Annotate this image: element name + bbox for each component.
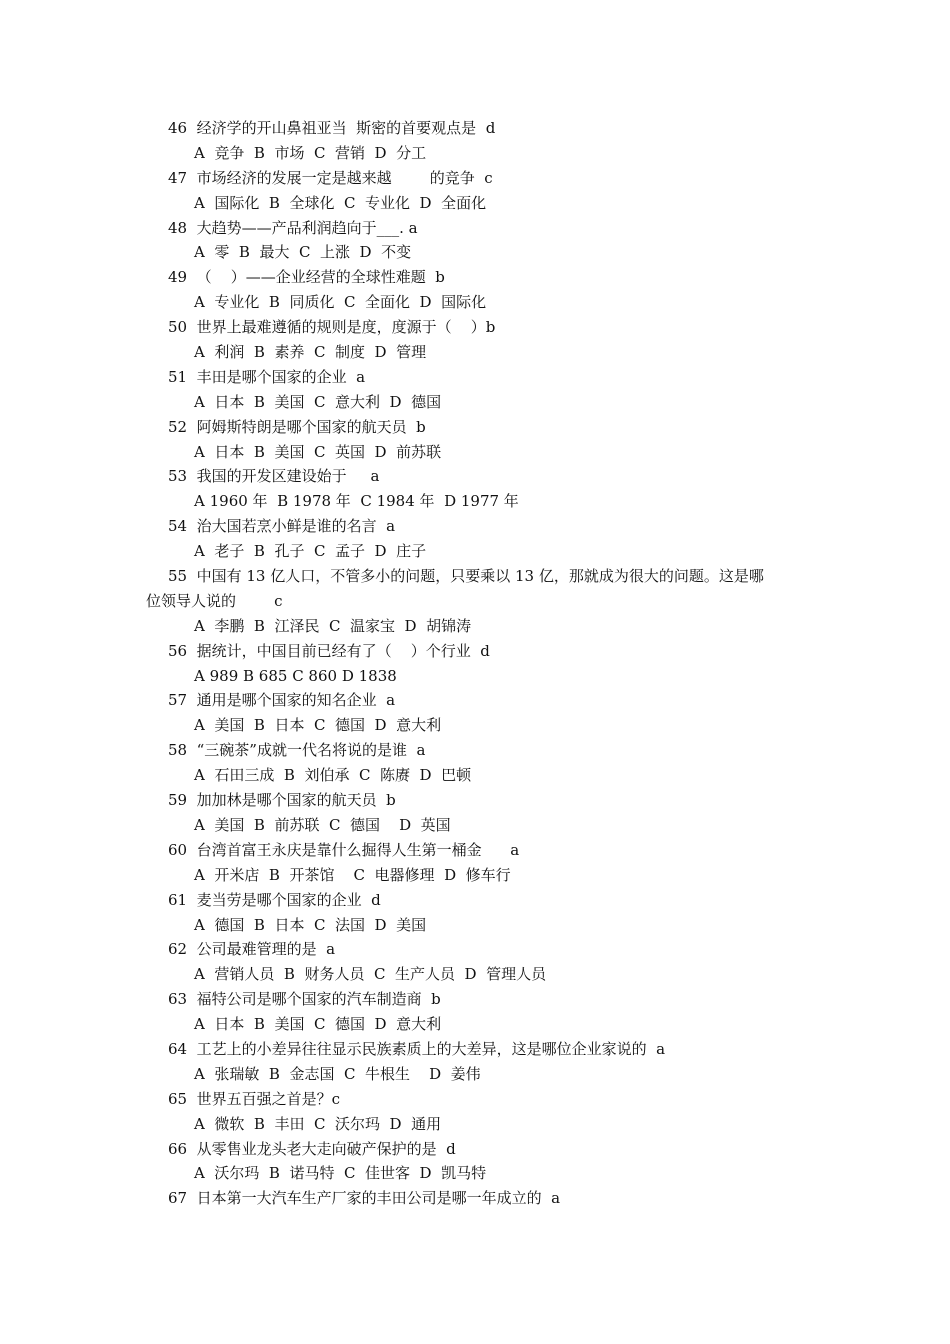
question-line: 67 日本第一大汽车生产厂家的丰田公司是哪一年成立的 a bbox=[168, 1189, 561, 1208]
question-line: 63 福特公司是哪个国家的汽车制造商 b bbox=[168, 990, 441, 1009]
question-line: 57 通用是哪个国家的知名企业 a bbox=[168, 691, 396, 710]
options-line: A 989 B 685 C 860 D 1838 bbox=[194, 666, 397, 685]
options-line: A 国际化 B 全球化 C 专业化 D 全面化 bbox=[194, 193, 487, 212]
question-continuation-line: 位领导人说的 c bbox=[146, 591, 283, 610]
options-line: A 开米店 B 开茶馆 C 电器修理 D 修车行 bbox=[194, 865, 511, 884]
options-line: A 李鹏 B 江泽民 C 温家宝 D 胡锦涛 bbox=[194, 616, 472, 635]
question-line: 54 治大国若烹小鲜是谁的名言 a bbox=[168, 517, 396, 536]
options-line: A 日本 B 美国 C 英国 D 前苏联 bbox=[194, 442, 442, 461]
options-line: A 日本 B 美国 C 意大利 D 德国 bbox=[194, 392, 442, 411]
question-line: 64 工艺上的小差异往往显示民族素质上的大差异，这是哪位企业家说的 a bbox=[168, 1039, 666, 1058]
question-line: 58 “三碗茶”成就一代名将说的是谁 a bbox=[168, 741, 426, 760]
options-line: A 1960 年 B 1978 年 C 1984 年 D 1977 年 bbox=[194, 492, 519, 511]
question-line: 65 世界五百强之首是？c bbox=[168, 1089, 341, 1108]
options-line: A 营销人员 B 财务人员 C 生产人员 D 管理人员 bbox=[194, 965, 547, 984]
question-line: 61 麦当劳是哪个国家的企业 d bbox=[168, 890, 381, 909]
options-line: A 美国 B 前苏联 C 德国 D 英国 bbox=[194, 815, 451, 834]
question-line: 52 阿姆斯特朗是哪个国家的航天员 b bbox=[168, 417, 426, 436]
options-line: A 日本 B 美国 C 德国 D 意大利 bbox=[194, 1015, 442, 1034]
document-page bbox=[0, 116, 950, 1211]
options-line: A 零 B 最大 C 上涨 D 不变 bbox=[194, 243, 412, 262]
question-line: 66 从零售业龙头老大走向破产保护的是 d bbox=[168, 1139, 456, 1158]
options-line: A 沃尔玛 B 诺马特 C 佳世客 D 凯马特 bbox=[194, 1164, 487, 1183]
options-line: A 德国 B 日本 C 法国 D 美国 bbox=[194, 915, 427, 934]
question-line: 56 据统计，中国目前已经有了（ ）个行业 d bbox=[168, 641, 490, 660]
options-line: A 专业化 B 同质化 C 全面化 D 国际化 bbox=[194, 293, 487, 312]
options-line: A 石田三成 B 刘伯承 C 陈赓 D 巴顿 bbox=[194, 766, 472, 785]
options-line: A 竞争 B 市场 C 营销 D 分工 bbox=[194, 143, 427, 162]
question-line: 51 丰田是哪个国家的企业 a bbox=[168, 367, 366, 386]
question-line: 46 经济学的开山鼻祖亚当 斯密的首要观点是 d bbox=[168, 119, 496, 137]
question-line: 49 （ ）——企业经营的全球性难题 b bbox=[168, 268, 445, 287]
question-line: 59 加加林是哪个国家的航天员 b bbox=[168, 791, 396, 810]
question-line: 50 世界上最难遵循的规则是度，度源于（ ）b bbox=[168, 318, 496, 337]
question-line: 55 中国有 13 亿人口，不管多小的问题，只要乘以 13 亿，那就成为很大的问题。这是哪 bbox=[168, 567, 764, 586]
options-line: A 美国 B 日本 C 德国 D 意大利 bbox=[194, 716, 442, 735]
question-line: 62 公司最难管理的是 a bbox=[168, 940, 336, 959]
options-line: A 老子 B 孔子 C 孟子 D 庄子 bbox=[194, 542, 427, 561]
question-line: 53 我国的开发区建设始于 a bbox=[168, 467, 380, 486]
question-line: 47 市场经济的发展一定是越来越 的竞争 c bbox=[168, 168, 493, 187]
options-line: A 张瑞敏 B 金志国 C 牛根生 D 姜伟 bbox=[194, 1064, 481, 1083]
question-line: 60 台湾首富王永庆是靠什么掘得人生第一桶金 a bbox=[168, 840, 520, 859]
question-line: 48 大趋势——产品利润趋向于___. a bbox=[168, 218, 418, 237]
options-line: A 利润 B 素养 C 制度 D 管理 bbox=[194, 343, 427, 362]
options-line: A 微软 B 丰田 C 沃尔玛 D 通用 bbox=[194, 1114, 442, 1133]
